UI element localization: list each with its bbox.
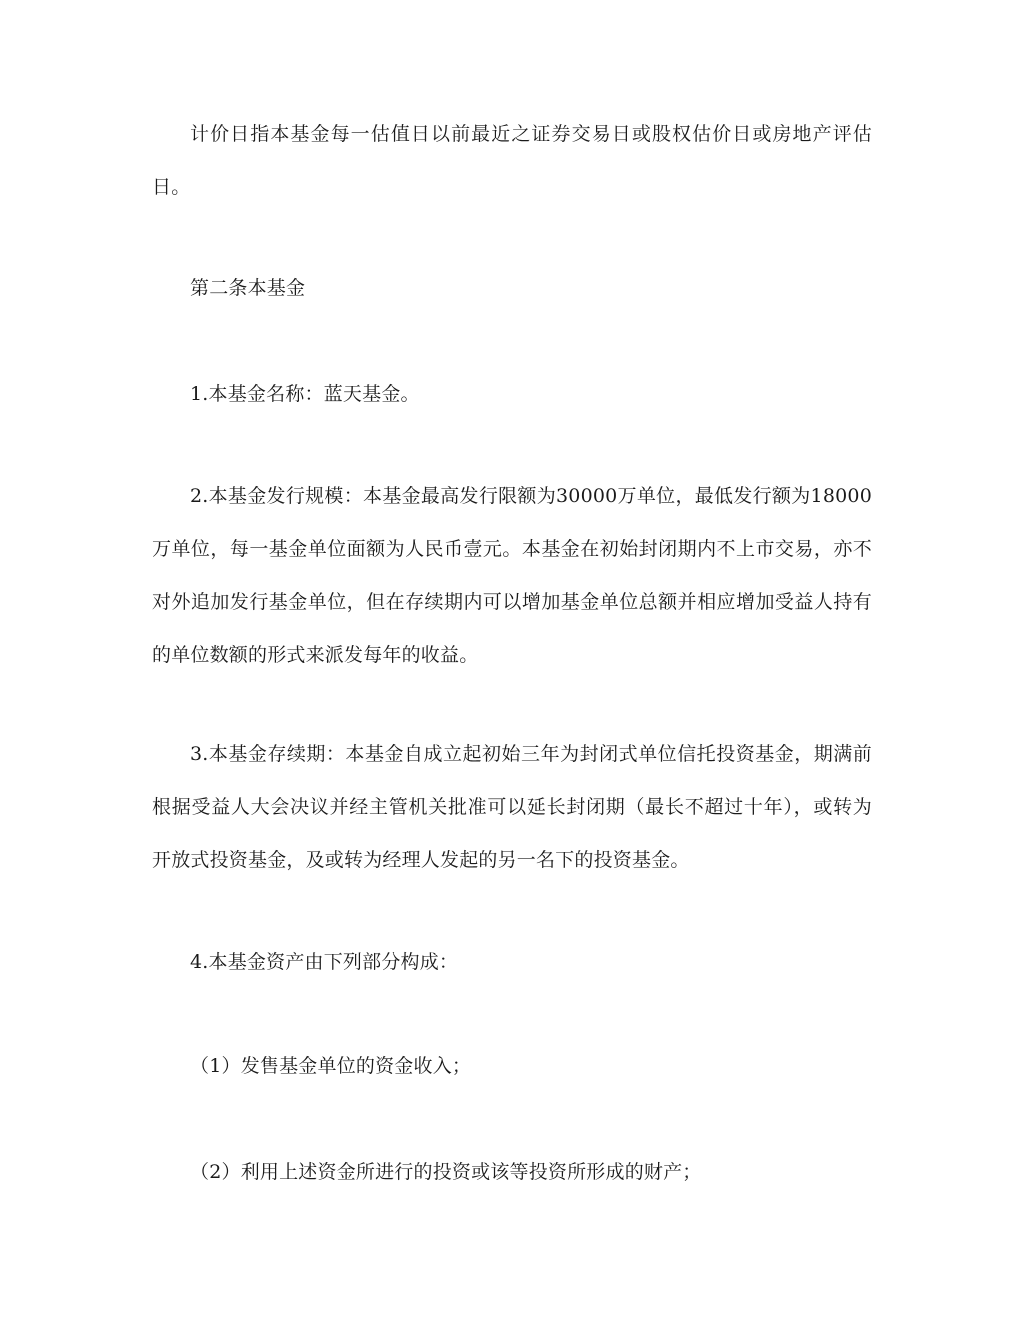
list-item-2: （2）利用上述资金所进行的投资或该等投资所形成的财产； xyxy=(190,1161,702,1183)
section-heading-article-2: 第二条本基金 xyxy=(190,277,306,299)
paragraph-valuation-date: 计价日指本基金每一估值日以前最近之证券交易日或股权估价日或房地产评估日。 xyxy=(152,123,872,198)
paragraph-duration: 3.本基金存续期：本基金自成立起初始三年为封闭式单位信托投资基金，期满前根据受益人大会决议并经主管机关批准可以延长封闭期（最长不超过十年），或转为开放式投资基金，及或转为经理人发起的另一名下的投资基金。 xyxy=(152,743,872,871)
paragraph-issue-scale: 2.本基金发行规模：本基金最高发行限额为30000万单位，最低发行额为18000万单位，每一基金单位面额为人民币壹元。本基金在初始封闭期内不上市交易，亦不对外追加发行基金单位，但在存续期内可以增加基金单位总额并相应增加受益人持有的单位数额的形式来派发每年的收益。 xyxy=(152,485,872,666)
list-item-1: （1）发售基金单位的资金收入； xyxy=(190,1055,472,1077)
paragraph-asset-composition: 4.本基金资产由下列部分构成： xyxy=(190,951,459,973)
paragraph-fund-name: 1.本基金名称：蓝天基金。 xyxy=(190,383,420,405)
